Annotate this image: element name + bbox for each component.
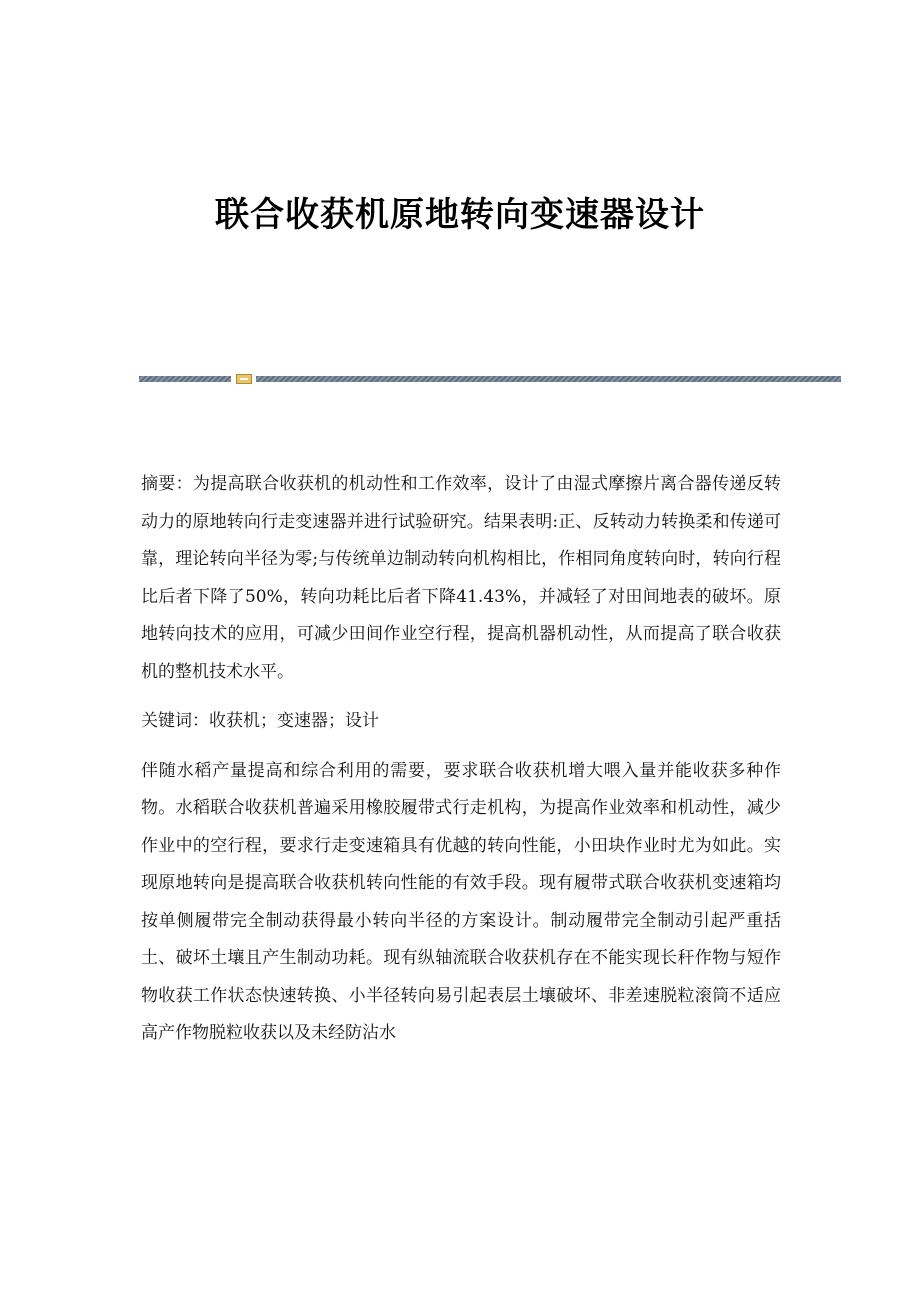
- document-title: 联合收获机原地转向变速器设计: [215, 195, 705, 235]
- divider-bar-right: [256, 376, 841, 382]
- divider-bar-left: [139, 376, 231, 382]
- divider-ornament-icon: [236, 374, 252, 384]
- document-body: [141, 466, 781, 1053]
- keywords-line: 关键词：收获机；变速器；设计: [141, 711, 379, 731]
- abstract-paragraph: 摘要：为提高联合收获机的机动性和工作效率，设计了由湿式摩擦片离合器传递反转动力的原地转向行走变速器并进行试验研究。结果表明:正、反转动力转换柔和传递可靠，理论转向半径为零;与传统单边制动转向机构相比，作相同角度转向时，转向行程比后者下降了50%，转向功耗比后者下降41.43%，并减轻了对田间地表的破坏。原地转向技术的应用，可减少田间作业空行程，提高机器机动性，从而提高了联合收获机的整机技术水平。: [141, 474, 781, 682]
- body-paragraph: 伴随水稻产量提高和综合利用的需要，要求联合收获机增大喂入量并能收获多种作物。水稻联合收获机普遍采用橡胶履带式行走机构，为提高作业效率和机动性，减少作业中的空行程，要求行走变速箱具有优越的转向性能，小田块作业时尤为如此。实现原地转向是提高联合收获机转向性能的有效手段。现有履带式联合收获机变速箱均按单侧履带完全制动获得最小转向半径的方案设计。制动履带完全制动引起严重括土、破坏土壤且产生制动功耗。现有纵轴流联合收获机存在不能实现长秆作物与短作物收获工作状态快速转换、小半径转向易引起表层土壤破坏、非差速脱粒滚筒不适应高产作物脱粒收获以及未经防沾水: [141, 760, 781, 1043]
- title-divider: [139, 374, 841, 384]
